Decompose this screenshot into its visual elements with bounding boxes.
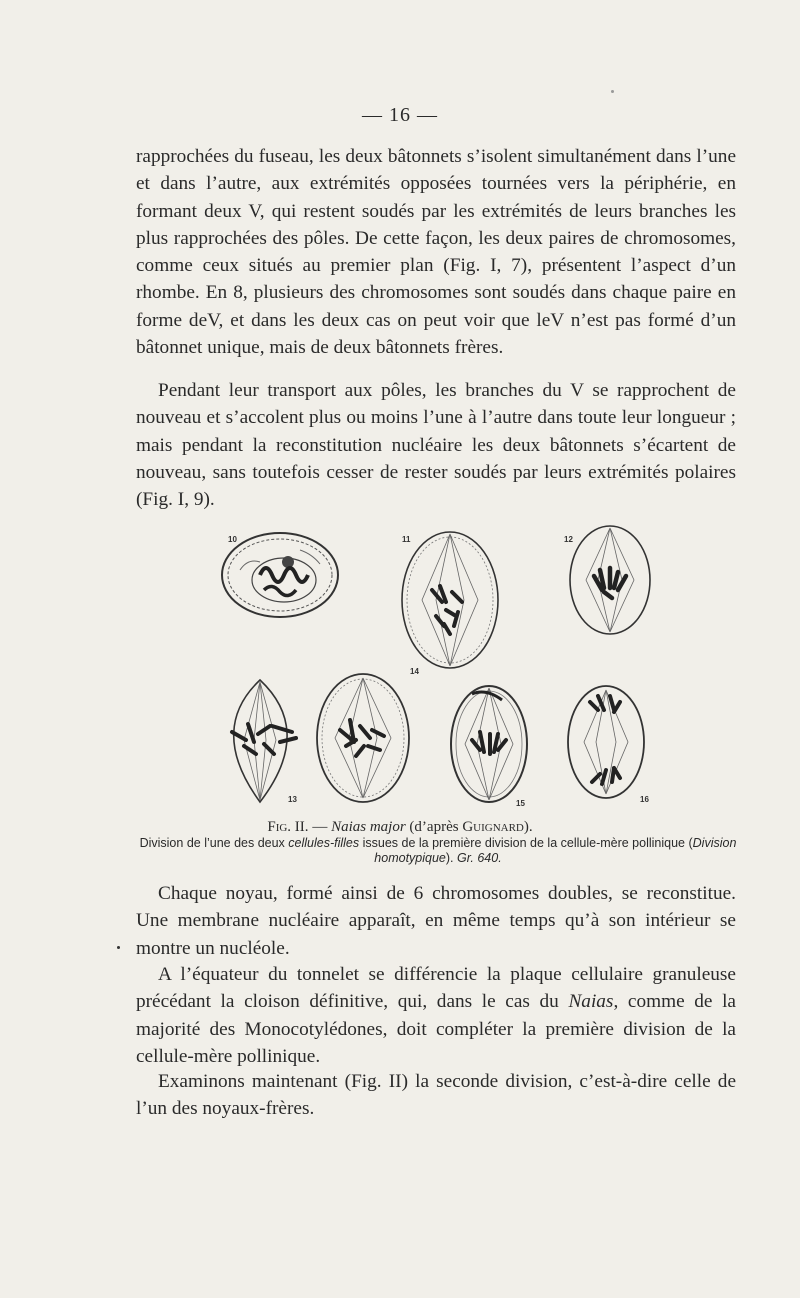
caption-line-b-italic: Division homotypique [374,836,737,865]
caption-author: Guignard [462,819,524,835]
cell-10-drawing [222,533,338,617]
caption-line-a-italic: cellules-filles [288,836,360,850]
paragraph-1: rapprochées du fuseau, les deux bâtonnets s’isolent simultanément dans l’une et dans l’autre, aux extrémités opposées tournées vers la périphérie, en formant deux V, qui restent soudés par les extrémités de leurs branches les plus rapprochées des pôles. De cette façon, les deux paires de chromosomes, comme ceux situés au premier plan (Fig. I, 7), présentent l’aspect d’un rhombe. En 8, plusieurs des chromosomes sont soudés dans chaque paire en forme deV, et dans les deux cas on peut voir que leV n’est pas formé d’un bâtonnet unique, mais de deux bâtonnets frères. [136,146,736,359]
fig-label-16: 16 [640,795,649,804]
paragraph-4-before: A l’équateur du tonnelet se différencie la plaque cellulaire granuleuse précédant la cloison définitive, qui, dans le cas du [136,964,736,1013]
margin-dot [117,946,120,949]
cell-13-drawing [232,680,296,802]
caption-attribution-close: ). [523,819,533,835]
caption-species: Naias major [331,819,406,835]
fig-label-14: 14 [410,667,419,676]
cell-14-drawing [317,674,409,802]
caption-dash: — [308,819,332,835]
caption-line-c: ). [445,850,457,865]
cell-11-drawing [402,532,498,668]
cell-16-drawing [568,686,644,798]
fig-label-13: 13 [288,795,297,804]
caption-line-b: issues de la première division de la cellule-mère pollinique ( [359,836,693,850]
cell-15-drawing [451,686,527,802]
figure-cell-division-drawings [200,520,680,820]
caption-attribution-open: (d’après [405,819,463,835]
caption-line-a: Division de l’une des deux [139,836,289,850]
paragraph-4 [136,961,736,1070]
paragraph-5: Examinons maintenant (Fig. II) la seconde division, c’est-à-dire celle de l’un des noyaux-frères. [136,1071,736,1120]
paragraph-3: Chaque noyau, formé ainsi de 6 chromosomes doubles, se reconstitue. Une membrane nucléaire apparaît, en même temps qu’à son intérieur se montre un nucléole. [136,883,736,959]
figure-caption-body [128,836,748,865]
paragraph-4-italic: Naias [568,991,614,1013]
fig-label-10: 10 [228,535,237,544]
page-number: — 16 — [362,104,438,126]
fig-label-12: 12 [564,535,573,544]
caption-fig-label: Fig. II. [267,819,309,835]
figure-caption-title [0,818,800,836]
paragraph-4-after: , comme de la majorité des Monocotylédones, doit compléter la première division de la cellule-mère pollinique. [136,991,736,1067]
fig-label-15: 15 [516,799,525,808]
paragraph-2: Pendant leur transport aux pôles, les branches du V se rapprochent de nouveau et s’accolent plus ou moins l’une à l’autre dans toute leur longueur ; mais pendant la reconstitution nucléaire les deux bâtonnets s’écartent de nouveau, sans toutefois cesser de rester soudés par leurs extrémités polaires (Fig. I, 9). [136,380,736,511]
fig-label-11: 11 [402,535,411,544]
cell-drawings-svg [200,520,680,820]
ink-spot [611,90,614,93]
cell-12-drawing [570,526,650,634]
caption-magnification: Gr. 640. [456,850,502,865]
